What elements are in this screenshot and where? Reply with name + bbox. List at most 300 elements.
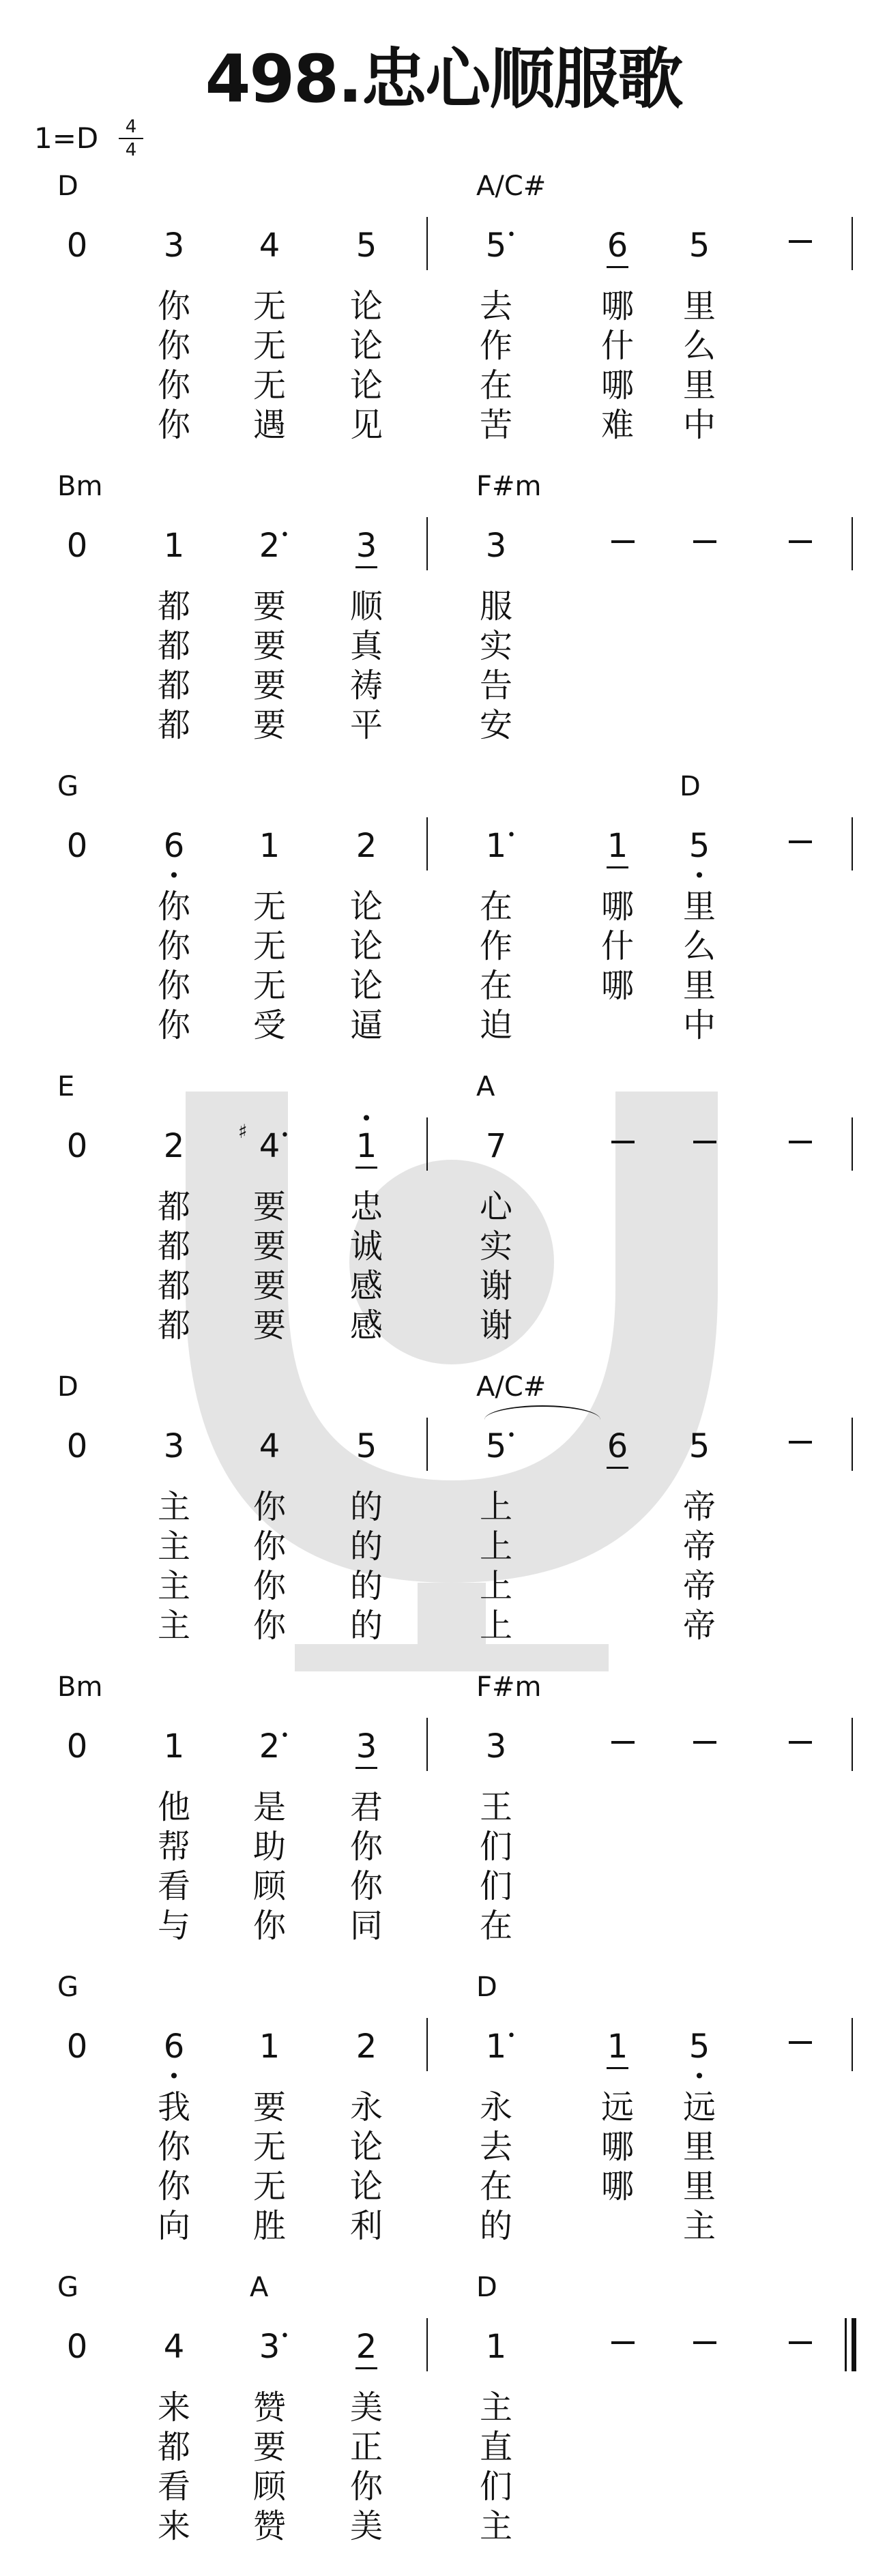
barline (852, 1718, 853, 1771)
lyric-char: 你 (157, 967, 190, 1005)
lyric-char: 论 (349, 366, 383, 405)
chord-symbol: A (250, 2272, 269, 2303)
note (154, 1427, 194, 1465)
lyric-char: 遇 (252, 406, 286, 444)
lyric-char: 你 (157, 2167, 190, 2206)
music-system (0, 2272, 887, 2572)
augmentation-dot: • (507, 2028, 516, 2045)
lyric-char: 无 (252, 366, 286, 405)
barline (426, 2018, 428, 2071)
lyric-char: 永 (479, 2088, 512, 2126)
lyric-char: 去 (479, 2128, 512, 2166)
lyric-char: 你 (157, 2128, 190, 2166)
music-system (0, 771, 887, 1071)
lyric-char: 你 (252, 1488, 286, 1526)
eighth-underline (607, 2067, 628, 2069)
note-digit: 6 (607, 226, 628, 265)
note (476, 1127, 517, 1165)
sustain-dash (611, 540, 635, 543)
note-digit: 5 (485, 1427, 507, 1465)
lyric-char: 帮 (157, 1828, 190, 1866)
octave-dot-above: • (360, 1107, 373, 1130)
lyric-char: 帝 (682, 1607, 716, 1645)
barline (426, 217, 428, 270)
note-digit: 2 (259, 1727, 280, 1766)
lyric-char: 胜 (252, 2207, 286, 2245)
lyric-char: 在 (479, 366, 512, 405)
lyric-char: 实 (479, 1227, 512, 1265)
lyric-char: 里 (682, 366, 716, 405)
lyric-char: 受 (252, 1006, 286, 1044)
chord-symbol: G (57, 1972, 78, 2003)
note-digit: 1 (355, 1127, 377, 1165)
note (57, 827, 98, 865)
barline (426, 1718, 428, 1771)
note (154, 226, 194, 265)
note (476, 2028, 517, 2066)
note (597, 2028, 638, 2066)
lyric-char: 论 (349, 2167, 383, 2206)
lyric-char: 同 (349, 1907, 383, 1945)
chord-symbol: A/C# (476, 1371, 547, 1403)
note (346, 827, 387, 865)
note-digit: 2 (163, 1127, 185, 1165)
time-signature-divider (119, 138, 143, 139)
note-digit: 2 (355, 2028, 377, 2066)
lyric-char: 正 (349, 2428, 383, 2466)
note-digit: 6 (163, 827, 185, 865)
lyric-char: 看 (157, 1867, 190, 1905)
barline (852, 2018, 853, 2071)
lyric-char: 无 (252, 927, 286, 965)
lyric-char: 直 (479, 2428, 512, 2466)
barline (852, 1418, 853, 1471)
sustain-dash (789, 840, 812, 843)
sustain-dash (789, 240, 812, 243)
lyric-char: 作 (479, 327, 512, 365)
note-digit: 4 (259, 1427, 280, 1465)
lyric-char: 要 (252, 587, 286, 626)
chord-symbol: D (57, 1371, 78, 1403)
lyric-char: 都 (157, 706, 190, 744)
eighth-underline (355, 566, 377, 568)
time-signature-top: 4 (125, 117, 137, 137)
chord-symbol: D (57, 171, 78, 202)
lyric-char: 中 (682, 406, 716, 444)
lyric-char: 的 (349, 1607, 383, 1645)
lyric-char: 远 (600, 2088, 634, 2126)
lyric-char: 苦 (479, 406, 512, 444)
barline (852, 517, 853, 570)
lyric-char: 助 (252, 1828, 286, 1866)
lyric-char: 平 (349, 706, 383, 744)
lyric-char: 论 (349, 327, 383, 365)
note-digit: 5 (688, 827, 710, 865)
sustain-dash (789, 1441, 812, 1444)
note (597, 226, 638, 265)
lyric-char: 感 (349, 1306, 383, 1345)
key-signature: 1=D (34, 121, 99, 155)
lyric-char: 你 (349, 1867, 383, 1905)
barline (426, 817, 428, 870)
lyric-char: 们 (479, 1867, 512, 1905)
note-digit: 1 (259, 827, 280, 865)
barline (426, 517, 428, 570)
lyric-char: 哪 (600, 888, 634, 926)
chord-symbol: D (680, 771, 701, 802)
note-digit: 5 (355, 226, 377, 265)
sustain-dash (693, 2341, 716, 2344)
chord-symbol: G (57, 771, 78, 802)
lyric-char: 要 (252, 627, 286, 665)
note-digit: 5 (688, 2028, 710, 2066)
lyric-char: 见 (349, 406, 383, 444)
note-digit: 2 (355, 827, 377, 865)
note (476, 827, 517, 865)
note (679, 2028, 720, 2088)
note (154, 527, 194, 565)
lyric-char: 上 (479, 1567, 512, 1605)
lyric-char: 上 (479, 1488, 512, 1526)
note (249, 1427, 290, 1465)
lyric-char: 哪 (600, 2167, 634, 2206)
lyric-char: 里 (682, 967, 716, 1005)
lyric-char: 你 (252, 1567, 286, 1605)
note-digit: 0 (66, 1427, 88, 1465)
lyric-char: 美 (349, 2388, 383, 2427)
lyric-char: 里 (682, 2128, 716, 2166)
lyric-char: 主 (479, 2507, 512, 2545)
lyric-char: 上 (479, 1607, 512, 1645)
note-digit: 3 (355, 527, 377, 565)
music-system (0, 471, 887, 771)
note (249, 1727, 290, 1766)
lyric-char: 在 (479, 1907, 512, 1945)
sustain-dash (789, 1741, 812, 1744)
sustain-dash (693, 540, 716, 543)
note-digit: 0 (66, 2028, 88, 2066)
lyric-char: 你 (157, 366, 190, 405)
barline (426, 2318, 428, 2371)
lyric-char: 哪 (600, 2128, 634, 2166)
sustain-dash (789, 2341, 812, 2344)
note (249, 2328, 290, 2366)
note (679, 226, 720, 265)
sustain-dash (693, 1141, 716, 1143)
lyric-char: 要 (252, 1306, 286, 1345)
note-digit: 3 (163, 226, 185, 265)
lyric-char: 都 (157, 1267, 190, 1305)
note-digit: 0 (66, 226, 88, 265)
sustain-dash (789, 1141, 812, 1143)
note-digit: 1 (163, 527, 185, 565)
chord-symbol: E (57, 1071, 75, 1102)
augmentation-dot: • (507, 827, 516, 844)
music-system (0, 1371, 887, 1671)
lyric-char: 无 (252, 287, 286, 325)
note (476, 2328, 517, 2366)
note (238, 1120, 290, 1165)
lyric-char: 的 (349, 1567, 383, 1605)
augmentation-dot: • (280, 1127, 289, 1144)
note (249, 527, 290, 565)
lyric-char: 无 (252, 888, 286, 926)
lyric-char: 在 (479, 967, 512, 1005)
lyric-char: 论 (349, 2128, 383, 2166)
augmentation-dot: • (280, 2328, 289, 2345)
note (57, 1427, 98, 1465)
sustain-dash (789, 2041, 812, 2044)
eighth-underline (355, 2367, 377, 2369)
lyric-char: 帝 (682, 1488, 716, 1526)
note-digit: 5 (688, 226, 710, 265)
lyric-char: 向 (157, 2207, 190, 2245)
note-digit: 5 (355, 1427, 377, 1465)
note-digit: 1 (485, 827, 507, 865)
note (249, 226, 290, 265)
lyric-char: 看 (157, 2468, 190, 2506)
note (249, 2028, 290, 2066)
lyric-char: 论 (349, 287, 383, 325)
lyric-char: 要 (252, 1188, 286, 1226)
lyric-char: 我 (157, 2088, 190, 2126)
sustain-dash (789, 540, 812, 543)
lyric-char: 都 (157, 1306, 190, 1345)
chord-symbol: A/C# (476, 171, 547, 202)
eighth-underline (355, 1167, 377, 1169)
lyric-char: 作 (479, 927, 512, 965)
note-digit: 0 (66, 1127, 88, 1165)
lyric-char: 都 (157, 587, 190, 626)
lyric-char: 们 (479, 2468, 512, 2506)
time-signature (116, 117, 146, 160)
lyric-char: 他 (157, 1788, 190, 1826)
sustain-dash (611, 1141, 635, 1143)
lyric-char: 在 (479, 888, 512, 926)
note-digit: 1 (485, 2028, 507, 2066)
lyric-char: 里 (682, 2167, 716, 2206)
lyric-char: 赞 (252, 2388, 286, 2427)
barline (852, 1117, 853, 1171)
note (154, 827, 194, 887)
eighth-underline (607, 266, 628, 268)
lyric-char: 中 (682, 1006, 716, 1044)
chord-symbol: Bm (57, 471, 103, 502)
lyric-char: 主 (682, 2207, 716, 2245)
lyric-char: 你 (157, 327, 190, 365)
note-digit: 3 (259, 2328, 280, 2366)
lyric-char: 什 (600, 327, 634, 365)
lyric-char: 你 (252, 1607, 286, 1645)
note-digit: 6 (607, 1427, 628, 1465)
lyric-char: 你 (157, 406, 190, 444)
octave-dot-below: • (168, 864, 180, 887)
chord-symbol: D (476, 1972, 497, 2003)
music-system (0, 1671, 887, 1972)
lyric-char: 服 (479, 587, 512, 626)
lyric-char: 心 (479, 1188, 512, 1226)
lyric-char: 你 (252, 1907, 286, 1945)
note (249, 827, 290, 865)
lyric-char: 的 (479, 2207, 512, 2245)
note-digit: 1 (163, 1727, 185, 1766)
music-system (0, 1071, 887, 1371)
lyric-char: 谢 (479, 1267, 512, 1305)
note-digit: 2 (259, 527, 280, 565)
note (476, 527, 517, 565)
lyric-char: 里 (682, 287, 716, 325)
lyric-char: 们 (479, 1828, 512, 1866)
lyric-char: 去 (479, 287, 512, 325)
lyric-char: 主 (479, 2388, 512, 2427)
lyric-char: 无 (252, 2167, 286, 2206)
lyric-char: 哪 (600, 366, 634, 405)
note (597, 1427, 638, 1465)
note (476, 226, 517, 265)
note-digit: 1 (607, 2028, 628, 2066)
lyric-char: 难 (600, 406, 634, 444)
note (346, 2328, 387, 2366)
note-digit: 7 (485, 1127, 507, 1165)
lyric-char: 要 (252, 1267, 286, 1305)
note (57, 1127, 98, 1165)
note-digit: 3 (485, 1727, 507, 1766)
chord-symbol: Bm (57, 1671, 103, 1703)
sustain-dash (693, 1741, 716, 1744)
lyric-char: 感 (349, 1267, 383, 1305)
lyric-char: 哪 (600, 967, 634, 1005)
note-digit: 0 (66, 2328, 88, 2366)
lyric-char: 主 (157, 1607, 190, 1645)
lyric-char: 真 (349, 627, 383, 665)
barline (426, 1117, 428, 1171)
note (476, 1427, 517, 1465)
final-barline-thick (852, 2318, 856, 2371)
note (57, 2028, 98, 2066)
lyric-char: 论 (349, 967, 383, 1005)
music-system (0, 1972, 887, 2272)
lyric-char: 要 (252, 1227, 286, 1265)
lyric-char: 谢 (479, 1306, 512, 1345)
note (679, 827, 720, 887)
lyric-char: 君 (349, 1788, 383, 1826)
barline (426, 1418, 428, 1471)
note (346, 1107, 387, 1165)
note-digit: 1 (607, 827, 628, 865)
lyric-char: 要 (252, 706, 286, 744)
lyric-char: 主 (157, 1488, 190, 1526)
note (346, 226, 387, 265)
note-digit: 3 (163, 1427, 185, 1465)
note (346, 2028, 387, 2066)
final-barline-thin (845, 2318, 847, 2371)
eighth-underline (355, 1767, 377, 1769)
lyric-char: 都 (157, 1227, 190, 1265)
note-digit: 1 (485, 2328, 507, 2366)
lyric-char: 美 (349, 2507, 383, 2545)
note (154, 2328, 194, 2366)
chord-symbol: F#m (476, 471, 542, 502)
lyric-char: 要 (252, 2088, 286, 2126)
augmentation-dot: • (280, 1727, 289, 1744)
note (346, 527, 387, 565)
sustain-dash (611, 2341, 635, 2344)
eighth-underline (607, 1467, 628, 1469)
note-digit: 5 (485, 226, 507, 265)
lyric-char: 你 (157, 927, 190, 965)
note-digit: 4 (259, 1127, 280, 1165)
lyric-char: 实 (479, 627, 512, 665)
note-digit: 3 (485, 527, 507, 565)
octave-dot-below: • (168, 2065, 180, 2088)
note-digit: 0 (66, 827, 88, 865)
lyric-char: 王 (479, 1788, 512, 1826)
note-digit: 0 (66, 527, 88, 565)
lyric-char: 你 (252, 1527, 286, 1566)
lyric-char: 么 (682, 927, 716, 965)
lyric-char: 安 (479, 706, 512, 744)
lyric-char: 什 (600, 927, 634, 965)
eighth-underline (607, 866, 628, 868)
augmentation-dot: • (507, 1427, 516, 1444)
lyric-char: 告 (479, 667, 512, 705)
note-digit: 4 (259, 226, 280, 265)
note-digit: 2 (355, 2328, 377, 2366)
lyric-char: 永 (349, 2088, 383, 2126)
lyric-char: 在 (479, 2167, 512, 2206)
chord-symbol: G (57, 2272, 78, 2303)
note (679, 1427, 720, 1465)
note (57, 1727, 98, 1766)
lyric-char: 迫 (479, 1006, 512, 1044)
note (154, 2028, 194, 2088)
lyric-char: 无 (252, 327, 286, 365)
lyric-char: 无 (252, 967, 286, 1005)
lyric-char: 来 (157, 2507, 190, 2545)
lyric-char: 是 (252, 1788, 286, 1826)
lyric-char: 你 (157, 888, 190, 926)
lyric-char: 利 (349, 2207, 383, 2245)
lyric-char: 赞 (252, 2507, 286, 2545)
note-digit: 0 (66, 1727, 88, 1766)
lyric-char: 你 (157, 1006, 190, 1044)
barline (852, 217, 853, 270)
lyric-char: 主 (157, 1567, 190, 1605)
note (154, 1727, 194, 1766)
augmentation-dot: • (280, 527, 289, 544)
lyric-char: 要 (252, 667, 286, 705)
lyric-char: 帝 (682, 1527, 716, 1566)
note (476, 1727, 517, 1766)
lyric-char: 远 (682, 2088, 716, 2126)
lyric-char: 顾 (252, 2468, 286, 2506)
note-digit: 4 (163, 2328, 185, 2366)
lyric-char: 来 (157, 2388, 190, 2427)
note-digit: 1 (259, 2028, 280, 2066)
lyric-char: 诚 (349, 1227, 383, 1265)
lyric-char: 里 (682, 888, 716, 926)
chord-symbol: D (476, 2272, 497, 2303)
octave-dot-below: • (693, 2065, 706, 2088)
lyric-char: 要 (252, 2428, 286, 2466)
chord-symbol: A (476, 1071, 495, 1102)
chord-symbol: F#m (476, 1671, 542, 1703)
lyric-char: 与 (157, 1907, 190, 1945)
song-title: 498.忠心顺服歌 (205, 41, 682, 117)
note-digit: 6 (163, 2028, 185, 2066)
octave-dot-below: • (693, 864, 706, 887)
lyric-char: 主 (157, 1527, 190, 1566)
